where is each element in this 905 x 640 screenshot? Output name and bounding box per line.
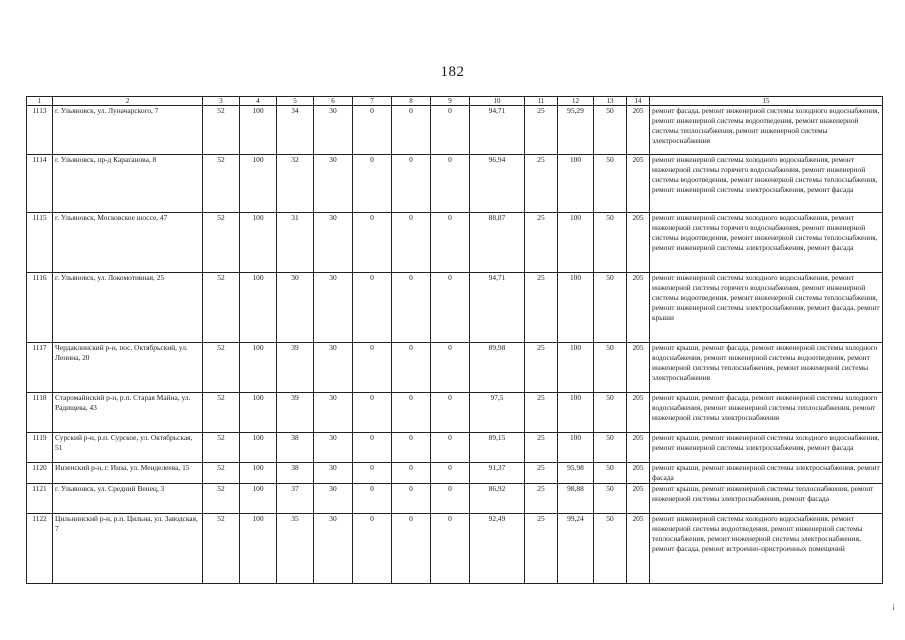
value-cell: 30	[314, 433, 353, 463]
value-cell: 52	[203, 106, 240, 155]
value-cell: 30	[314, 213, 353, 273]
value-cell: 0	[353, 106, 392, 155]
value-cell: 205	[627, 484, 650, 514]
value-cell: 25	[525, 393, 558, 433]
value-cell: 0	[353, 213, 392, 273]
value-cell: 30	[314, 514, 353, 584]
value-cell: 25	[525, 343, 558, 393]
address-cell: г. Ульяновск, Московское шоссе, 47	[53, 213, 203, 273]
value-cell: 52	[203, 514, 240, 584]
table-row	[27, 484, 883, 514]
column-header-4: 4	[240, 97, 277, 106]
value-cell: 205	[627, 343, 650, 393]
column-header-8: 8	[392, 97, 431, 106]
value-cell: 52	[203, 484, 240, 514]
value-cell: 100	[558, 273, 594, 343]
value-cell: 0	[353, 155, 392, 213]
value-cell: 25	[525, 433, 558, 463]
table-row	[27, 106, 883, 155]
table-body	[27, 106, 883, 584]
value-cell: 100	[558, 393, 594, 433]
value-cell: 52	[203, 213, 240, 273]
address-cell: г. Ульяновск, ул. Локомотивная, 25	[53, 273, 203, 343]
value-cell: 50	[594, 155, 627, 213]
value-cell: 205	[627, 463, 650, 484]
value-cell: 0	[353, 484, 392, 514]
value-cell: 0	[392, 155, 431, 213]
value-cell: 52	[203, 393, 240, 433]
value-cell: 37	[277, 484, 314, 514]
value-cell: 0	[353, 514, 392, 584]
value-cell: 0	[353, 273, 392, 343]
column-header-11: 11	[525, 97, 558, 106]
value-cell: 32	[277, 155, 314, 213]
column-header-12: 12	[558, 97, 594, 106]
value-cell: 0	[431, 213, 470, 273]
column-header-13: 13	[594, 97, 627, 106]
value-cell: 39	[277, 393, 314, 433]
value-cell: 35	[277, 514, 314, 584]
value-cell: 39	[277, 343, 314, 393]
row-number: 1115	[27, 213, 53, 273]
registry-table	[26, 96, 883, 584]
value-cell: 100	[558, 155, 594, 213]
row-number: 1116	[27, 273, 53, 343]
value-cell: 30	[314, 484, 353, 514]
column-header-9: 9	[431, 97, 470, 106]
value-cell: 0	[353, 343, 392, 393]
scan-mark: ¡	[892, 601, 895, 610]
value-cell: 0	[392, 343, 431, 393]
value-cell: 25	[525, 484, 558, 514]
value-cell: 205	[627, 273, 650, 343]
value-cell: 0	[353, 393, 392, 433]
works-cell: ремонт инженерной системы холодного водоснабжения, ремонт инженерной системы горячего водоснабжения, ремонт инженерной системы водоотведения, ремонт инженерной системы теплоснабжения, ремонт инженерной системы электроснабжения, ремонт фасада	[650, 155, 883, 213]
value-cell: 52	[203, 155, 240, 213]
value-cell: 50	[594, 463, 627, 484]
value-cell: 0	[392, 213, 431, 273]
column-header-6: 6	[314, 97, 353, 106]
value-cell: 38	[277, 433, 314, 463]
value-cell: 100	[240, 514, 277, 584]
value-cell: 100	[558, 433, 594, 463]
column-header-15: 15	[650, 97, 883, 106]
header-row	[27, 97, 883, 106]
row-number: 1113	[27, 106, 53, 155]
value-cell: 95,98	[558, 463, 594, 484]
value-cell: 89,15	[470, 433, 525, 463]
works-cell: ремонт крыши, ремонт фасада, ремонт инженерной системы холодного водоснабжения, ремонт инженерной системы водоотведения, ремонт инженерной системы теплоснабжения, ремонт инженерной системы электроснабжения	[650, 343, 883, 393]
column-header-7: 7	[353, 97, 392, 106]
value-cell: 100	[558, 213, 594, 273]
address-cell: Сурский р-н, р.п. Сурское, ул. Октябрьская, 51	[53, 433, 203, 463]
value-cell: 100	[240, 273, 277, 343]
value-cell: 0	[392, 273, 431, 343]
value-cell: 50	[594, 433, 627, 463]
address-cell: Цильнинский р-н, р.п. Цильна, ул. Заводская, 7	[53, 514, 203, 584]
value-cell: 0	[431, 484, 470, 514]
column-header-10: 10	[470, 97, 525, 106]
address-cell: г. Ульяновск, пр-д Караганова, 8	[53, 155, 203, 213]
column-header-2: 2	[53, 97, 203, 106]
value-cell: 30	[277, 273, 314, 343]
works-cell: ремонт фасада, ремонт инженерной системы холодного водоснабжения, ремонт инженерной системы водоотведения, ремонт инженерной системы теплоснабжения, ремонт инженерной системы электроснабжения	[650, 106, 883, 155]
row-number: 1122	[27, 514, 53, 584]
value-cell: 95,29	[558, 106, 594, 155]
works-cell: ремонт крыши, ремонт инженерной системы теплоснабжения, ремонт инженерной системы электроснабжения, ремонт фасада	[650, 484, 883, 514]
works-cell: ремонт крыши, ремонт фасада, ремонт инженерной системы холодного водоснабжения, ремонт инженерной системы теплоснабжения, ремонт инженерной системы электроснабжения	[650, 393, 883, 433]
table-row	[27, 433, 883, 463]
value-cell: 205	[627, 155, 650, 213]
works-cell: ремонт инженерной системы холодного водоснабжения, ремонт инженерной системы горячего водоснабжения, ремонт инженерной системы водоотведения, ремонт инженерной системы теплоснабжения, ремонт инженерной системы электроснабжения, ремонт фасада, ремонт крыши	[650, 273, 883, 343]
value-cell: 50	[594, 213, 627, 273]
value-cell: 0	[431, 343, 470, 393]
value-cell: 50	[594, 514, 627, 584]
value-cell: 50	[594, 273, 627, 343]
value-cell: 0	[392, 463, 431, 484]
value-cell: 30	[314, 463, 353, 484]
value-cell: 0	[353, 463, 392, 484]
value-cell: 0	[392, 106, 431, 155]
address-cell: Чердаклинский р-н, пос. Октябрьский, ул. Ленина, 20	[53, 343, 203, 393]
value-cell: 89,98	[470, 343, 525, 393]
value-cell: 0	[431, 106, 470, 155]
table-row	[27, 393, 883, 433]
value-cell: 91,37	[470, 463, 525, 484]
value-cell: 96,94	[470, 155, 525, 213]
value-cell: 31	[277, 213, 314, 273]
value-cell: 0	[431, 155, 470, 213]
value-cell: 100	[240, 463, 277, 484]
row-number: 1118	[27, 393, 53, 433]
value-cell: 25	[525, 155, 558, 213]
value-cell: 25	[525, 213, 558, 273]
row-number: 1120	[27, 463, 53, 484]
address-cell: Инзенский р-н, г. Инза, ул. Менделеева, 15	[53, 463, 203, 484]
value-cell: 0	[353, 433, 392, 463]
column-header-1: 1	[27, 97, 53, 106]
value-cell: 0	[392, 514, 431, 584]
value-cell: 50	[594, 106, 627, 155]
value-cell: 205	[627, 393, 650, 433]
value-cell: 30	[314, 393, 353, 433]
column-header-3: 3	[203, 97, 240, 106]
value-cell: 50	[594, 484, 627, 514]
table-row	[27, 514, 883, 584]
value-cell: 88,87	[470, 213, 525, 273]
value-cell: 38	[277, 463, 314, 484]
page-number: 182	[440, 64, 465, 80]
works-cell: ремонт крыши, ремонт инженерной системы холодного водоснабжения, ремонт инженерной системы электроснабжения, ремонт фасада	[650, 433, 883, 463]
value-cell: 34	[277, 106, 314, 155]
value-cell: 52	[203, 463, 240, 484]
value-cell: 100	[240, 484, 277, 514]
value-cell: 30	[314, 106, 353, 155]
row-number: 1121	[27, 484, 53, 514]
table-row	[27, 343, 883, 393]
address-cell: г. Ульяновск, ул. Средний Венец, 3	[53, 484, 203, 514]
value-cell: 30	[314, 155, 353, 213]
value-cell: 97,5	[470, 393, 525, 433]
value-cell: 25	[525, 273, 558, 343]
value-cell: 0	[431, 433, 470, 463]
value-cell: 99,24	[558, 514, 594, 584]
row-number: 1119	[27, 433, 53, 463]
value-cell: 205	[627, 213, 650, 273]
value-cell: 86,92	[470, 484, 525, 514]
value-cell: 25	[525, 463, 558, 484]
value-cell: 98,88	[558, 484, 594, 514]
value-cell: 0	[431, 393, 470, 433]
table-row	[27, 273, 883, 343]
value-cell: 0	[431, 273, 470, 343]
value-cell: 100	[240, 155, 277, 213]
column-header-5: 5	[277, 97, 314, 106]
value-cell: 0	[431, 514, 470, 584]
value-cell: 100	[240, 106, 277, 155]
value-cell: 94,71	[470, 273, 525, 343]
works-cell: ремонт инженерной системы холодного водоснабжения, ремонт инженерной системы водоотведения, ремонт инженерной системы теплоснабжения, ремонт инженерной системы электроснабжения, ремонт фасада, ремонт встроенно-пристроенных помещений	[650, 514, 883, 584]
address-cell: г. Ульяновск, ул. Луначарского, 7	[53, 106, 203, 155]
table-row	[27, 155, 883, 213]
row-number: 1117	[27, 343, 53, 393]
address-cell: Старомайнский р-н, р.п. Старая Майна, ул. Радищева, 43	[53, 393, 203, 433]
value-cell: 100	[558, 343, 594, 393]
value-cell: 0	[392, 433, 431, 463]
value-cell: 100	[240, 213, 277, 273]
value-cell: 50	[594, 393, 627, 433]
value-cell: 92,49	[470, 514, 525, 584]
value-cell: 100	[240, 433, 277, 463]
column-header-14: 14	[627, 97, 650, 106]
value-cell: 205	[627, 514, 650, 584]
value-cell: 0	[392, 484, 431, 514]
value-cell: 205	[627, 106, 650, 155]
value-cell: 0	[431, 463, 470, 484]
value-cell: 52	[203, 273, 240, 343]
table-row	[27, 213, 883, 273]
value-cell: 52	[203, 433, 240, 463]
value-cell: 30	[314, 343, 353, 393]
value-cell: 100	[240, 343, 277, 393]
value-cell: 25	[525, 514, 558, 584]
value-cell: 205	[627, 433, 650, 463]
value-cell: 25	[525, 106, 558, 155]
row-number: 1114	[27, 155, 53, 213]
value-cell: 94,71	[470, 106, 525, 155]
value-cell: 52	[203, 343, 240, 393]
works-cell: ремонт крыши, ремонт инженерной системы электроснабжения, ремонт фасада	[650, 463, 883, 484]
value-cell: 30	[314, 273, 353, 343]
works-cell: ремонт инженерной системы холодного водоснабжения, ремонт инженерной системы горячего водоснабжения, ремонт инженерной системы водоотведения, ремонт инженерной системы теплоснабжения, ремонт инженерной системы электроснабжения, ремонт фасада	[650, 213, 883, 273]
table-row	[27, 463, 883, 484]
value-cell: 0	[392, 393, 431, 433]
value-cell: 100	[240, 393, 277, 433]
value-cell: 50	[594, 343, 627, 393]
